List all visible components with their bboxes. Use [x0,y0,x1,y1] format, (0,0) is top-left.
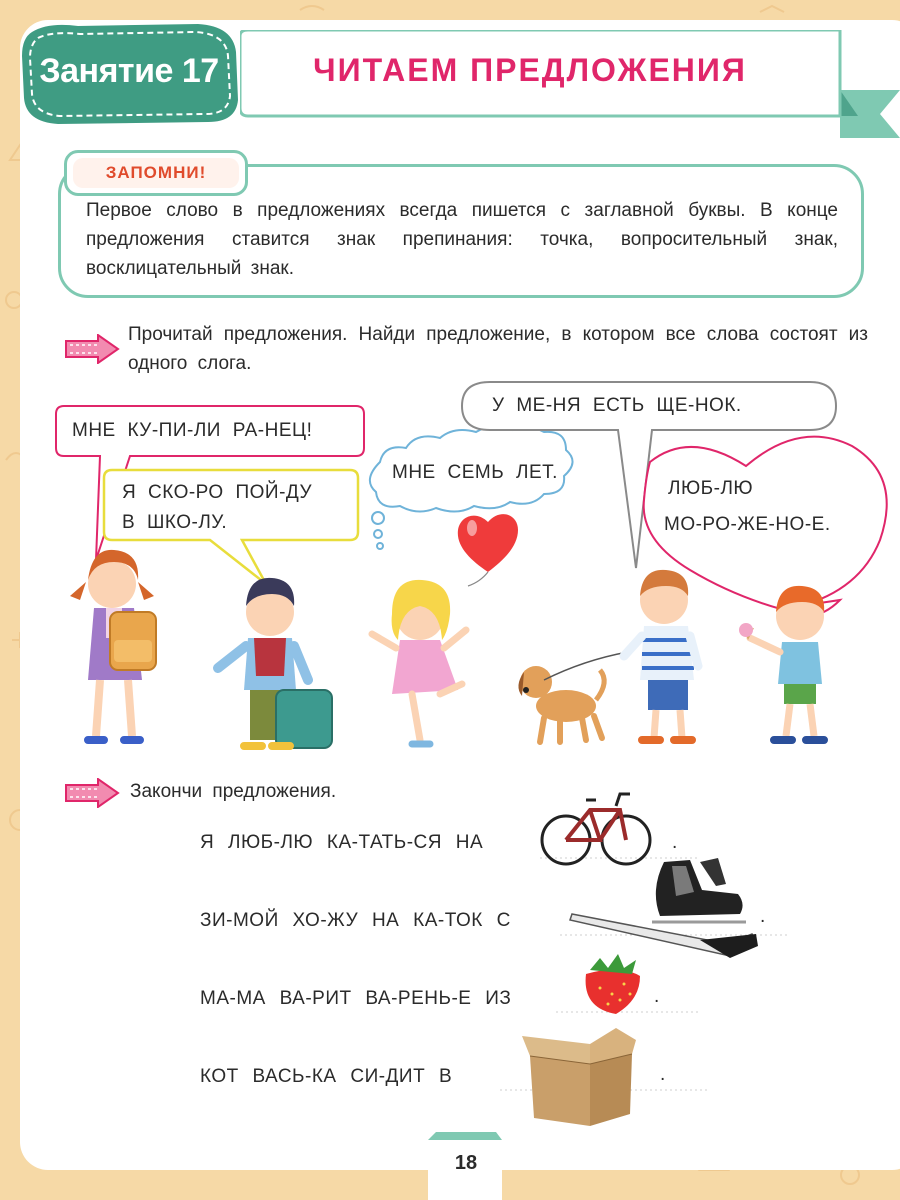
task2-instruction: Закончи предложения. [130,781,337,802]
sentence-1-end: . [672,832,678,853]
bubble-blonde-text: МНЕ СЕМЬ ЛЕТ. [392,462,558,483]
page-title: ЧИТАЕМ ПРЕДЛОЖЕНИЯ [313,52,747,88]
sentence-3-end: . [654,986,660,1007]
sentence-4: КОТ ВАСЬ-КА СИ-ДИТ В [200,1066,453,1087]
bubble-boy-line1: Я СКО-РО ПОЙ-ДУ [122,482,313,503]
page-number: 18 [454,1152,478,1174]
remember-tag-label: ЗАПОМНИ! [73,158,239,188]
sentence-2-end: . [760,906,766,927]
lesson-label: Занятие 17 [39,52,219,90]
bubble-icecream-line2: МО-РО-ЖЕ-НО-Е. [664,514,831,535]
bubble-dog-boy-text: У МЕ-НЯ ЕСТЬ ЩЕ-НОК. [492,395,742,416]
sentence-3: МА-МА ВА-РИТ ВА-РЕНЬ-Е ИЗ [200,988,512,1009]
remember-rule-text: Первое слово в предложениях всегда пишется с заглавной буквы. В конце предложения ставится знак препинания: точка, вопросительный знак, восклицательный знак. [86,200,838,279]
sentence-2: ЗИ-МОЙ ХО-ЖУ НА КА-ТОК С [200,910,511,931]
sentence-1: Я ЛЮБ-ЛЮ КА-ТАТЬ-СЯ НА [200,832,484,853]
bubble-boy-line2: В ШКО-ЛУ. [122,512,228,533]
bubble-icecream-line1: ЛЮБ-ЛЮ [668,478,754,499]
sentence-4-end: . [660,1064,666,1085]
bubble-girl-text: МНЕ КУ-ПИ-ЛИ РА-НЕЦ! [72,420,313,441]
task1-instruction: Прочитай предложения. Найди предложение, в котором все слова состоят из одного слога. [128,324,868,374]
